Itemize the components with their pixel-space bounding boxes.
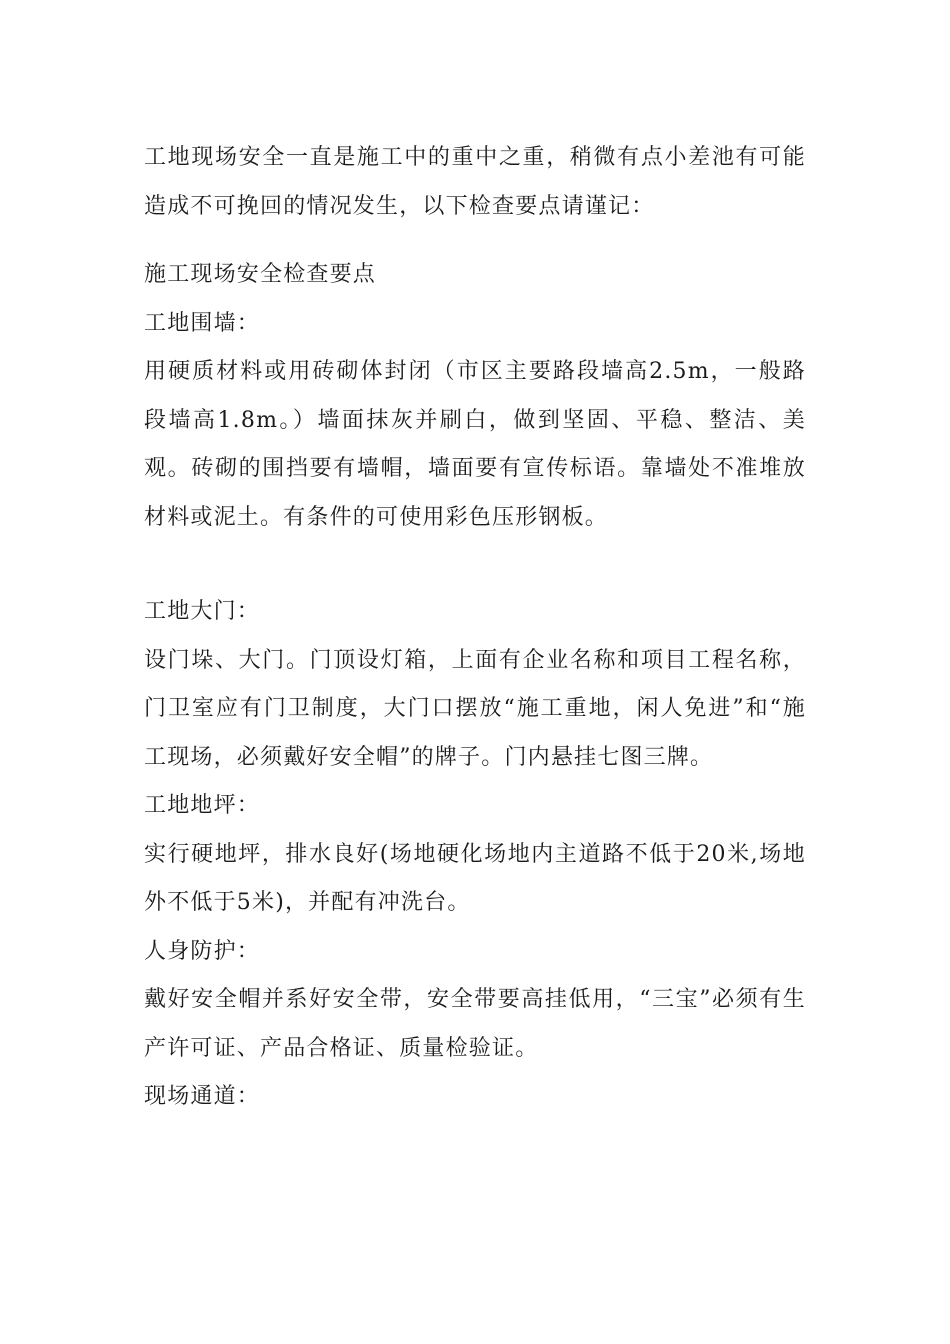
document-title: 施工现场安全检查要点 [144, 262, 377, 287]
document-body [144, 134, 806, 1122]
section-heading-protection: 人身防护： [144, 938, 261, 964]
section-body-protection: 戴好安全帽并系好安全带，安全带要高挂低用，“三宝”必须有生产许可证、产品合格证、质量检验证。 [144, 987, 806, 1061]
section-heading-passage: 现场通道： [144, 1084, 261, 1109]
section-body-gate: 设门垛、大门。门顶设灯箱，上面有企业名称和项目工程名称，门卫室应有门卫制度，大门口摆放“施工重地，闲人免进”和“施工现场，必须戴好安全帽”的牌子。门内悬挂七图三牌。 [144, 647, 806, 770]
section-heading-ground: 工地地坪： [144, 793, 261, 818]
section-body-wall: 用硬质材料或用砖砌体封闭（市区主要路段墙高2.5m，一般路段墙高1.8m。）墙面抹灰并刷白，做到坚固、平稳、整洁、美观。砖砌的围挡要有墙帽，墙面要有宣传标语。靠墙处不准堆放材料或泥土。有条件的可使用彩色压形钢板。 [144, 359, 806, 530]
section-body-ground: 实行硬地坪，排水良好(场地硬化场地内主道路不低于20米,场地外不低于5米)，并配有冲洗台。 [144, 841, 806, 915]
intro-paragraph: 工地现场安全一直是施工中的重中之重，稍微有点小差池有可能造成不可挽回的情况发生，以下检查要点请谨记： [144, 145, 806, 219]
section-heading-gate: 工地大门： [144, 599, 261, 624]
section-heading-wall: 工地围墙： [144, 310, 261, 336]
